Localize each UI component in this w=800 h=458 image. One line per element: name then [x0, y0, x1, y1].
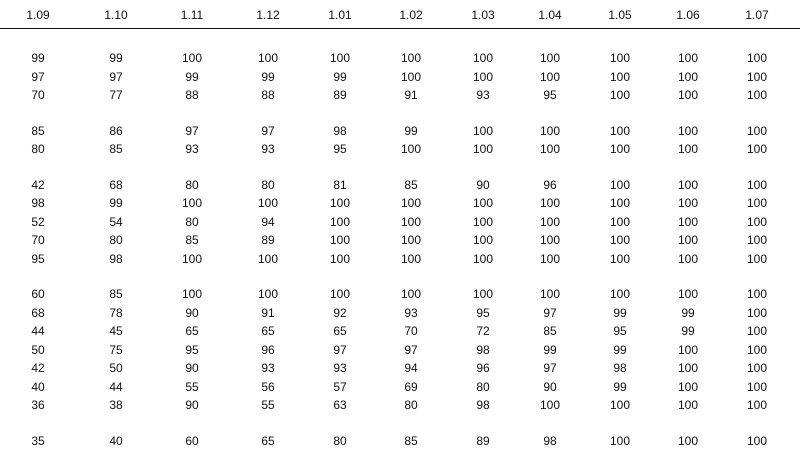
table-cell: 100	[472, 51, 494, 65]
table-cell: 99	[404, 124, 418, 138]
table-cell: 80	[185, 215, 199, 229]
table-cell: 100	[609, 70, 631, 84]
table-cell: 94	[261, 215, 275, 229]
table-cell: 93	[185, 142, 199, 156]
table-cell: 100	[609, 196, 631, 210]
table-cell: 99	[109, 196, 123, 210]
table-cell: 100	[746, 306, 768, 320]
table-cell: 100	[181, 287, 203, 301]
table-row	[0, 343, 800, 357]
table-cell: 100	[609, 252, 631, 266]
table-cell: 100	[400, 287, 422, 301]
table-cell: 86	[109, 124, 123, 138]
table-cell: 65	[261, 434, 275, 448]
table-cell: 100	[609, 233, 631, 247]
table-cell: 100	[400, 70, 422, 84]
table-row	[0, 434, 800, 448]
table-cell: 93	[261, 361, 275, 375]
table-cell: 100	[472, 287, 494, 301]
table-cell: 89	[476, 434, 490, 448]
table-cell: 100	[746, 434, 768, 448]
table-cell: 100	[472, 142, 494, 156]
table-cell: 100	[539, 124, 561, 138]
table-cell: 100	[746, 343, 768, 357]
table-cell: 85	[31, 124, 45, 138]
table-cell: 97	[543, 306, 557, 320]
table-cell: 56	[261, 380, 275, 394]
table-cell: 72	[476, 324, 490, 338]
table-row	[0, 88, 800, 102]
table-cell: 100	[539, 287, 561, 301]
table-row	[0, 398, 800, 412]
table-cell: 60	[185, 434, 199, 448]
table-cell: 95	[476, 306, 490, 320]
table-cell: 100	[677, 361, 699, 375]
table-cell: 98	[613, 361, 627, 375]
table-cell: 85	[109, 142, 123, 156]
table-cell: 100	[181, 196, 203, 210]
table-cell: 65	[185, 324, 199, 338]
table-cell: 94	[404, 361, 418, 375]
table-cell: 100	[677, 142, 699, 156]
table-cell: 100	[746, 380, 768, 394]
table-row	[0, 306, 800, 320]
table-cell: 80	[109, 233, 123, 247]
table-cell: 50	[31, 343, 45, 357]
table-cell: 98	[476, 343, 490, 357]
table-cell: 100	[746, 142, 768, 156]
table-cell: 100	[400, 196, 422, 210]
table-cell: 89	[261, 233, 275, 247]
table-cell: 97	[333, 343, 347, 357]
table-cell: 100	[746, 178, 768, 192]
table-cell: 100	[677, 398, 699, 412]
table-cell: 80	[261, 178, 275, 192]
table-cell: 99	[613, 306, 627, 320]
table-cell: 99	[681, 324, 695, 338]
table-cell: 100	[677, 70, 699, 84]
table-cell: 100	[746, 70, 768, 84]
table-cell: 100	[472, 252, 494, 266]
table-cell: 100	[677, 51, 699, 65]
table-row	[0, 51, 800, 65]
table-cell: 100	[539, 70, 561, 84]
column-header: 1.11	[180, 8, 204, 22]
table-cell: 100	[609, 142, 631, 156]
table-cell: 91	[261, 306, 275, 320]
table-cell: 100	[400, 215, 422, 229]
table-cell: 100	[329, 196, 351, 210]
table-cell: 69	[404, 380, 418, 394]
table-cell: 55	[185, 380, 199, 394]
table-cell: 93	[261, 142, 275, 156]
table-row	[0, 233, 800, 247]
table-cell: 99	[613, 380, 627, 394]
table-cell: 100	[677, 178, 699, 192]
table-cell: 100	[609, 51, 631, 65]
table-cell: 99	[261, 70, 275, 84]
table-row	[0, 252, 800, 266]
table-cell: 70	[31, 233, 45, 247]
table-cell: 100	[257, 287, 279, 301]
table-cell: 65	[261, 324, 275, 338]
table-row	[0, 178, 800, 192]
table-cell: 100	[746, 124, 768, 138]
table-cell: 90	[543, 380, 557, 394]
table-cell: 96	[261, 343, 275, 357]
table-cell: 44	[31, 324, 45, 338]
table-cell: 100	[609, 178, 631, 192]
table-cell: 100	[472, 124, 494, 138]
table-cell: 57	[333, 380, 347, 394]
table-cell: 100	[400, 51, 422, 65]
table-cell: 100	[609, 434, 631, 448]
table-cell: 90	[185, 361, 199, 375]
table-cell: 90	[185, 306, 199, 320]
table-cell: 100	[746, 215, 768, 229]
table-cell: 100	[539, 233, 561, 247]
table-cell: 100	[677, 124, 699, 138]
table-cell: 100	[609, 398, 631, 412]
table-cell: 90	[476, 178, 490, 192]
table-cell: 63	[333, 398, 347, 412]
table-cell: 100	[181, 252, 203, 266]
table-cell: 70	[404, 324, 418, 338]
table-cell: 100	[400, 142, 422, 156]
table-cell: 93	[333, 361, 347, 375]
table-cell: 85	[404, 178, 418, 192]
table-cell: 65	[333, 324, 347, 338]
table-cell: 42	[31, 178, 45, 192]
table-cell: 38	[109, 398, 123, 412]
table-cell: 100	[539, 215, 561, 229]
table-cell: 40	[31, 380, 45, 394]
table-cell: 95	[185, 343, 199, 357]
table-cell: 50	[109, 361, 123, 375]
table-cell: 98	[31, 196, 45, 210]
table-cell: 100	[539, 252, 561, 266]
table-cell: 100	[472, 215, 494, 229]
table-cell: 100	[677, 215, 699, 229]
table-cell: 100	[677, 252, 699, 266]
table-cell: 92	[333, 306, 347, 320]
column-header: 1.03	[471, 8, 495, 22]
table-cell: 100	[746, 287, 768, 301]
table-cell: 99	[109, 51, 123, 65]
table-cell: 80	[185, 178, 199, 192]
table-cell: 100	[677, 287, 699, 301]
table-cell: 35	[31, 434, 45, 448]
table-cell: 80	[476, 380, 490, 394]
table-cell: 100	[677, 233, 699, 247]
table-cell: 100	[472, 233, 494, 247]
table-cell: 100	[746, 398, 768, 412]
table-cell: 100	[609, 287, 631, 301]
table-row	[0, 142, 800, 156]
table-cell: 100	[539, 196, 561, 210]
column-header: 1.10	[104, 8, 128, 22]
table-cell: 95	[31, 252, 45, 266]
table-cell: 80	[404, 398, 418, 412]
column-header: 1.07	[745, 8, 769, 22]
table-cell: 99	[543, 343, 557, 357]
table-cell: 100	[746, 196, 768, 210]
table-cell: 88	[261, 88, 275, 102]
table-cell: 100	[329, 215, 351, 229]
table-cell: 99	[333, 70, 347, 84]
table-row	[0, 70, 800, 84]
table-row	[0, 215, 800, 229]
table-cell: 100	[609, 124, 631, 138]
table-cell: 97	[109, 70, 123, 84]
column-header: 1.05	[608, 8, 632, 22]
table-row	[0, 324, 800, 338]
table-row	[0, 124, 800, 138]
table-cell: 100	[746, 361, 768, 375]
table-cell: 90	[185, 398, 199, 412]
table-cell: 100	[677, 434, 699, 448]
table-cell: 100	[746, 252, 768, 266]
table-cell: 80	[31, 142, 45, 156]
table-cell: 100	[472, 70, 494, 84]
table-cell: 85	[185, 233, 199, 247]
table-cell: 100	[677, 88, 699, 102]
table-cell: 70	[31, 88, 45, 102]
table-cell: 99	[681, 306, 695, 320]
table-cell: 97	[543, 361, 557, 375]
table-cell: 100	[677, 343, 699, 357]
table-cell: 100	[539, 51, 561, 65]
table-cell: 100	[746, 233, 768, 247]
table-cell: 52	[31, 215, 45, 229]
table-cell: 88	[185, 88, 199, 102]
column-header: 1.12	[256, 8, 280, 22]
table-row	[0, 287, 800, 301]
table-cell: 100	[472, 196, 494, 210]
table-cell: 97	[404, 343, 418, 357]
table-cell: 77	[109, 88, 123, 102]
table-cell: 100	[677, 380, 699, 394]
table-cell: 100	[400, 233, 422, 247]
table-cell: 95	[613, 324, 627, 338]
table-cell: 100	[257, 252, 279, 266]
table-cell: 55	[261, 398, 275, 412]
table-cell: 100	[609, 88, 631, 102]
table-cell: 100	[677, 196, 699, 210]
table-cell: 98	[109, 252, 123, 266]
table-cell: 80	[333, 434, 347, 448]
table-cell: 100	[329, 287, 351, 301]
table-cell: 100	[609, 215, 631, 229]
column-header: 1.01	[328, 8, 352, 22]
table-cell: 100	[746, 88, 768, 102]
table-cell: 60	[31, 287, 45, 301]
table-cell: 89	[333, 88, 347, 102]
table-cell: 100	[539, 398, 561, 412]
table-cell: 85	[404, 434, 418, 448]
table-cell: 100	[746, 324, 768, 338]
table-row	[0, 380, 800, 394]
table-cell: 99	[185, 70, 199, 84]
table-cell: 54	[109, 215, 123, 229]
table-cell: 81	[333, 178, 347, 192]
table-cell: 93	[476, 88, 490, 102]
table-cell: 75	[109, 343, 123, 357]
table-cell: 98	[476, 398, 490, 412]
table-cell: 68	[109, 178, 123, 192]
table-cell: 91	[404, 88, 418, 102]
table-cell: 40	[109, 434, 123, 448]
table-cell: 45	[109, 324, 123, 338]
table-cell: 100	[400, 252, 422, 266]
table-cell: 96	[543, 178, 557, 192]
table-cell: 99	[613, 343, 627, 357]
table-cell: 100	[329, 233, 351, 247]
table-cell: 85	[109, 287, 123, 301]
table-cell: 44	[109, 380, 123, 394]
table-cell: 95	[543, 88, 557, 102]
table-cell: 68	[31, 306, 45, 320]
table-cell: 97	[31, 70, 45, 84]
table-cell: 42	[31, 361, 45, 375]
column-header: 1.09	[26, 8, 50, 22]
table-cell: 99	[31, 51, 45, 65]
column-header: 1.02	[399, 8, 423, 22]
column-header: 1.04	[538, 8, 562, 22]
table-cell: 100	[257, 196, 279, 210]
table-cell: 100	[257, 51, 279, 65]
table-cell: 36	[31, 398, 45, 412]
table-cell: 97	[261, 124, 275, 138]
table-cell: 93	[404, 306, 418, 320]
table-cell: 96	[476, 361, 490, 375]
table-cell: 98	[333, 124, 347, 138]
table-row	[0, 196, 800, 210]
table-cell: 100	[329, 252, 351, 266]
table-cell: 85	[543, 324, 557, 338]
table-cell: 100	[539, 142, 561, 156]
table-cell: 100	[329, 51, 351, 65]
table-cell: 100	[181, 51, 203, 65]
table-cell: 78	[109, 306, 123, 320]
table-cell: 95	[333, 142, 347, 156]
table-cell: 100	[746, 51, 768, 65]
table-cell: 98	[543, 434, 557, 448]
column-header: 1.06	[676, 8, 700, 22]
table-cell: 97	[185, 124, 199, 138]
table-row	[0, 361, 800, 375]
